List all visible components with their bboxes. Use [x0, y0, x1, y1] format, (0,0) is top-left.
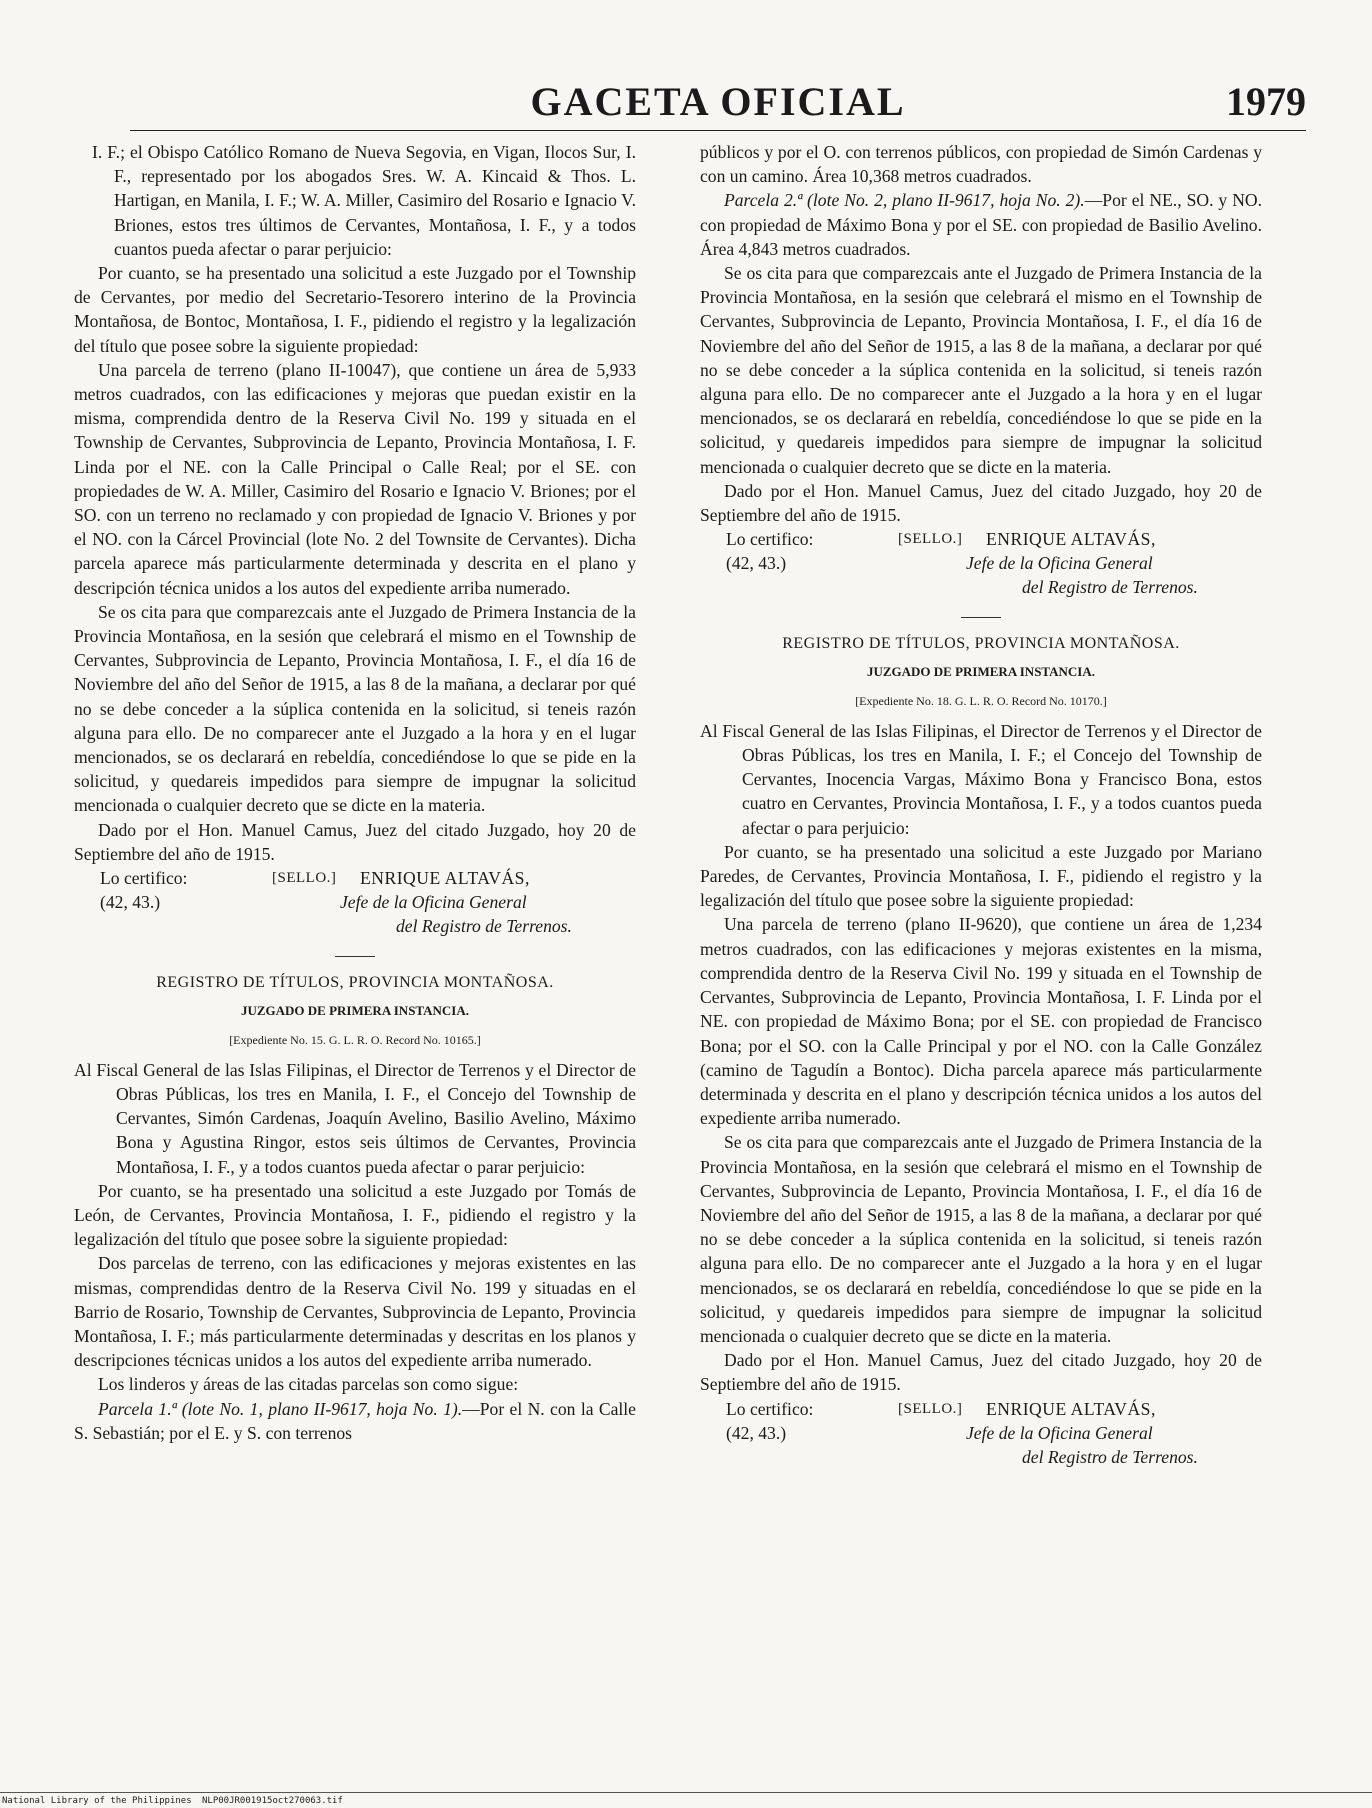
signature-block [700, 1397, 1262, 1469]
notice-addressees-continued: I. F.; el Obispo Católico Romano de Nueva Segovia, en Vigan, Ilocos Sur, I. F., representado por los abogados Sres. W. A. Kincaid & Thos. L. Hartigan, en Manila, I. F.; W. A. Miller, Casimiro del Rosario e Ignacio V. Briones, estos tres últimos de Cervantes, Montañosa, I. F., y a todos cuantos pueda afectar o parar perjuicio: [92, 142, 636, 259]
library-credit: National Library of the Philippines [2, 1796, 192, 1806]
issue-reference: (42, 43.) [100, 892, 161, 913]
footer-rule [0, 1792, 1372, 1793]
parcel-description: —Por el NE., SO. y NO. con propiedad de Máximo Bona y por el SE. con propiedad de Basilio Avelino. Área 4,843 metros cuadrados. [700, 190, 1263, 259]
paragraph [74, 1397, 636, 1445]
scan-footer [2, 1796, 343, 1806]
issue-reference: (42, 43.) [726, 553, 787, 574]
left-column [74, 140, 636, 1445]
signatory-title: Jefe de la Oficina General [340, 892, 527, 913]
signatory-name: ENRIQUE ALTAVÁS, [360, 868, 530, 889]
paragraph: Los linderos y áreas de las citadas parcelas son como sigue: [98, 1374, 519, 1395]
paragraph: Se os cita para que comparezcais ante el Juzgado de Primera Instancia de la Provincia Montañosa, en la sesión que celebrará el mismo en el Township de Cervantes, Subprovincia de Lepanto, Provincia Montañosa, I. F., el día 16 de Noviembre del año del Señor de 1915, a las 8 de la mañana, a declarar por qué no se debe conceder a la súplica contenida en la solicitud, si teneis razón alguna para ello. De no comparecer ante el Juzgado a la hora y en el lugar mencionados, se os declarará en rebeldía, concediéndose lo que se pide en la solicitud, y quedareis impedidos para siempre de impugnar la solicitud mencionada o cualquier decreto que se dicte en la materia. [700, 263, 1262, 477]
paragraph [700, 188, 1262, 261]
signatory-title: Jefe de la Oficina General [966, 1422, 1153, 1443]
paragraph: Se os cita para que comparezcais ante el Juzgado de Primera Instancia de la Provincia Montañosa, en la sesión que celebrará el mismo en el Township de Cervantes, Subprovincia de Lepanto, Provincia Montañosa, I. F., el día 16 de Noviembre del año del Señor de 1915, a las 8 de la mañana, a declarar por qué no se debe conceder a la súplica contenida en la solicitud, si teneis razón alguna para ello. De no comparecer ante el Juzgado a la hora y en el lugar mencionados, se os declarará en rebeldía, concediéndose lo que se pide en la solicitud, y quedareis impedidos para siempre de impugnar la solicitud mencionada o cualquier decreto que se dicte en la materia. [74, 601, 636, 816]
signatory-title: del Registro de Terrenos. [1022, 577, 1198, 598]
issue-reference: (42, 43.) [726, 1422, 787, 1443]
parcel-label: Parcela 2.ª (lote No. 2, plano II-9617, hoja No. 2). [724, 190, 1085, 211]
paragraph: Por cuanto, se ha presentado una solicitud a este Juzgado por el Township de Cervantes, por medio del Secretario-Tesorero interino de la Provincia Montañosa, de Bontoc, Montañosa, I. F., pidiendo el registro y la legalización del título que posee sobre la siguiente propiedad: [74, 263, 636, 356]
section-heading: REGISTRO DE TÍTULOS, PROVINCIA MONTAÑOSA. [156, 974, 554, 992]
certifico-label: Lo certifico: [100, 868, 188, 889]
signatory-name: ENRIQUE ALTAVÁS, [986, 1398, 1156, 1419]
paragraph: Dado por el Hon. Manuel Camus, Juez del citado Juzgado, hoy 20 de Septiembre del año de 1915. [700, 1350, 1262, 1395]
section-subheading: JUZGADO DE PRIMERA INSTANCIA. [240, 1003, 469, 1019]
signature-block [700, 527, 1262, 599]
record-number: [Expediente No. 18. G. L. R. O. Record No. 10170.] [855, 693, 1107, 708]
section-subheading: JUZGADO DE PRIMERA INSTANCIA. [866, 664, 1095, 680]
seal-label: [SELLO.] [898, 1400, 963, 1417]
signatory-title: Jefe de la Oficina General [966, 553, 1153, 574]
seal-label: [SELLO.] [898, 531, 963, 548]
paragraph: Dos parcelas de terreno, con las edificaciones y mejoras existentes en las mismas, comprendidas dentro de la Reserva Civil No. 199 y situadas en el Barrio de Rosario, Township de Cervantes, Subprovincia de Lepanto, Provincia Montañosa, I. F.; más particularmente determinadas y descritas en los planos y descripciones técnicas unidos a los autos del expediente arriba numerado. [74, 1253, 636, 1371]
notice-addressees: Al Fiscal General de las Islas Filipinas, el Director de Terrenos y el Director de Obras Públicas, los tres en Manila, I. F., el Concejo del Township de Cervantes, Simón Cardenas, Joaquín Avelino, Basilio Avelino, Máximo Bona y Agustina Ringor, estos seis últimos de Cervantes, Provincia Montañosa, I. F., y a todos cuantos pueda afectar o parar perjuicio: [74, 1059, 636, 1177]
scan-filename: NLP00JR001915oct270063.tif [202, 1796, 343, 1806]
parcel-label: Parcela 1.ª (lote No. 1, plano II-9617, hoja No. 1). [98, 1398, 463, 1419]
certifico-label: Lo certifico: [726, 529, 814, 550]
publication-title: GACETA OFICIAL [530, 79, 906, 124]
paragraph: Dado por el Hon. Manuel Camus, Juez del citado Juzgado, hoy 20 de Septiembre del año de 1915. [74, 819, 636, 864]
section-divider [335, 956, 375, 957]
page-header [130, 78, 1306, 131]
paragraph: Se os cita para que comparezcais ante el Juzgado de Primera Instancia de la Provincia Montañosa, en la sesión que celebrará el mismo en el Township de Cervantes, Subprovincia de Lepanto, Provincia Montañosa, I. F., el día 16 de Noviembre del año del Señor de 1915, a las 8 de la mañana, a declarar por qué no se debe conceder a la súplica contenida en la solicitud, si teneis razón alguna para ello. De no comparecer ante el Juzgado a la hora y en el lugar mencionados, se os declarará en rebeldía, concediéndose lo que se pide en la solicitud, y quedareis impedidos para siempre de impugnar la solicitud mencionada o cualquier decreto que se dicte en la materia. [700, 1132, 1262, 1346]
section-divider [961, 617, 1001, 618]
right-column [700, 140, 1262, 1469]
certifico-label: Lo certifico: [726, 1398, 814, 1419]
signature-block [74, 866, 636, 938]
page-number: 1979 [1226, 79, 1306, 124]
parcel-description: —Por el N. con la Calle S. Sebastián; por el E. y S. con terrenos [74, 1398, 636, 1443]
paragraph: Una parcela de terreno (plano II-10047), que contiene un área de 5,933 metros cuadrados, con las edificaciones y mejoras que puedan existir en la misma, comprendida dentro de la Reserva Civil No. 199 y situada en el Township de Cervantes, Subprovincia de Lepanto, Provincia Montañosa, I. F. Linda por el NE. con la Calle Principal o Calle Real; por el SE. con propiedades de W. A. Miller, Casimiro del Rosario e Ignacio V. Briones; por el SO. con un terreno no reclamado y con propiedad de Ignacio V. Briones y por el NO. con la Cárcel Provincial (lote No. 2 del Townsite de Cervantes). Dicha parcela aparece más particularmente determinada y descrita en el plano y descripción técnica unidos a los autos del expediente arriba numerado. [74, 359, 636, 598]
signatory-name: ENRIQUE ALTAVÁS, [986, 529, 1156, 550]
notice-addressees: Al Fiscal General de las Islas Filipinas, el Director de Terrenos y el Director de Obras Públicas, los tres en Manila, I. F.; el Concejo del Township de Cervantes, Inocencia Vargas, Máximo Bona y Francisco Bona, estos cuatro en Cervantes, Provincia Montañosa, I. F., y a todos cuantos pueda afectar o para perjuicio: [700, 720, 1262, 838]
section-heading: REGISTRO DE TÍTULOS, PROVINCIA MONTAÑOSA. [782, 635, 1180, 653]
paragraph: Una parcela de terreno (plano II-9620), que contiene un área de 1,234 metros cuadrados, con las edificaciones y mejoras existentes en la misma, comprendida dentro de la Reserva Civil No. 199 y situada en el Township de Cervantes, Subprovincia de Lepanto, Provincia Montañosa, I. F. Linda por el NE. con propiedad de Máximo Bona; por el SE. con propiedad de Francisco Bona; por el SO. con la Calle Principal y por el NO. con la Calle González (camino de Tagudín a Bontoc). Dicha parcela aparece más particularmente determinada y descrita en el plano y descripción técnica unidos a los autos del expediente arriba numerado. [700, 914, 1262, 1129]
paragraph: Por cuanto, se ha presentado una solicitud a este Juzgado por Tomás de León, de Cervantes, Provincia Montañosa, I. F., pidiendo el registro y la legalización del título que posee sobre la siguiente propiedad: [74, 1180, 636, 1250]
record-number: [Expediente No. 15. G. L. R. O. Record No. 10165.] [229, 1032, 481, 1047]
paragraph: públicos y por el O. con terrenos públicos, con propiedad de Simón Cardenas y con un camino. Área 10,368 metros cuadrados. [700, 142, 1262, 187]
paragraph: Por cuanto, se ha presentado una solicitud a este Juzgado por Mariano Paredes, de Cervantes, Provincia Montañosa, I. F., pidiendo el registro y la legalización del título que posee sobre la siguiente propiedad: [700, 841, 1262, 911]
seal-label: [SELLO.] [272, 870, 337, 887]
signatory-title: del Registro de Terrenos. [396, 916, 572, 937]
signatory-title: del Registro de Terrenos. [1022, 1446, 1198, 1467]
paragraph: Dado por el Hon. Manuel Camus, Juez del citado Juzgado, hoy 20 de Septiembre del año de 1915. [700, 480, 1262, 526]
